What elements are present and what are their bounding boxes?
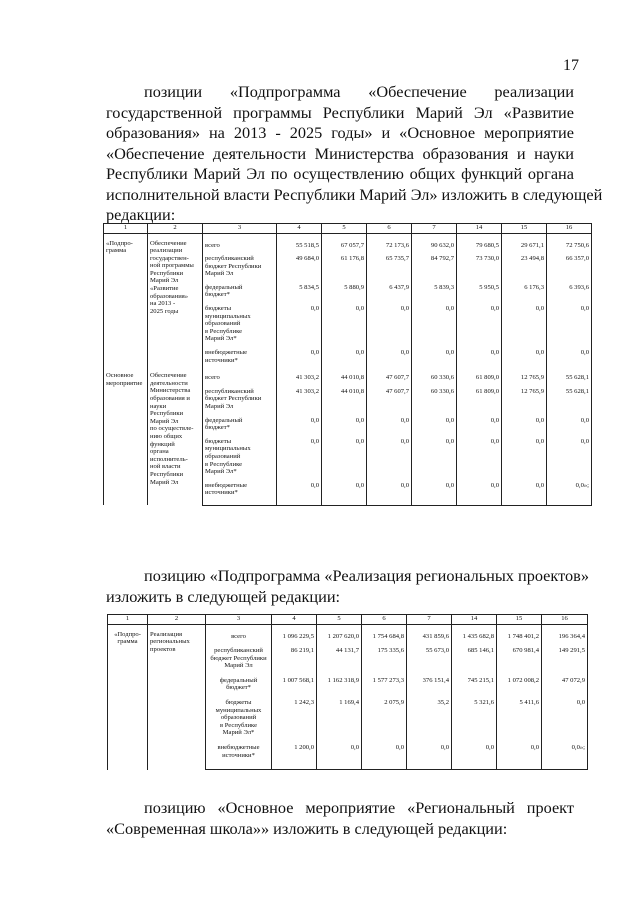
amount-cell: 47 607,7 [367, 382, 412, 411]
amount-cell: 0,0 [547, 411, 592, 432]
column-header: 2 [148, 615, 206, 625]
amount-cell: 61 176,8 [322, 249, 367, 278]
amount-cell: 61 809,0 [457, 382, 502, 411]
paragraph-line: редакции: [106, 205, 176, 224]
program-name-part: на 2013 - 2025 годы [150, 300, 179, 315]
amount-cell: 0,0 [322, 343, 367, 372]
amount-cell: 0,0 [547, 343, 592, 372]
amount-cell: 0,0 [317, 737, 362, 770]
amount-cell: 67 057,7 [322, 240, 367, 250]
program-name-part: по осуществле- нию общих функций органа исполнитель- ной власти Республики Марий Эл [150, 425, 194, 486]
amount-cell: 5 411,6 [497, 692, 542, 737]
amount-cell: 1 169,4 [317, 692, 362, 737]
amount-cell: 1 754 684,8 [362, 631, 407, 641]
amount-cell: 0,0 [502, 476, 547, 506]
amount-cell: 0,0 [457, 411, 502, 432]
program-type-cell: Основное мероприятие [104, 372, 148, 505]
amount-cell: 47 072,9 [542, 670, 588, 692]
funding-source-cell: республиканский бюджет Республики Марий Эл [206, 640, 272, 670]
amount-cell: 0,0 [412, 299, 457, 343]
amount-cell: 60 330,6 [412, 382, 457, 411]
funding-source-cell: всего [203, 240, 277, 250]
amount-cell: 0,0 [367, 476, 412, 506]
amount-cell: 0,0 [322, 476, 367, 506]
amount-cell: 1 207 620,0 [317, 631, 362, 641]
program-type-cell: «Подпро- грамма [104, 240, 148, 373]
column-header: 14 [452, 615, 497, 625]
amount-cell: 6 437,9 [367, 278, 412, 299]
column-header: 15 [497, 615, 542, 625]
paragraph-line: позицию «Подпрограмма «Реализация региональных проектов» [144, 566, 589, 585]
amount-cell: 0,0 [277, 476, 322, 506]
amount-cell: 5 321,6 [452, 692, 497, 737]
funding-source-cell: всего [203, 372, 277, 382]
column-header: 15 [502, 224, 547, 234]
amount-cell: 376 151,4 [407, 670, 452, 692]
amount-cell: 0,0 [322, 299, 367, 343]
column-header: 3 [203, 224, 277, 234]
amount-cell: 44 010,8 [322, 382, 367, 411]
amount-cell: 5 880,9 [322, 278, 367, 299]
amount-cell: 1 435 682,8 [452, 631, 497, 641]
column-header: 16 [547, 224, 592, 234]
amount-cell: 44 131,7 [317, 640, 362, 670]
amount-cell: 72 750,6 [547, 240, 592, 250]
amount-cell: 12 765,9 [502, 372, 547, 382]
amount-cell: 0,0 [502, 343, 547, 372]
amount-cell: 0,0 [412, 411, 457, 432]
table-row [108, 631, 588, 641]
amount-cell: 196 364,4 [542, 631, 588, 641]
funding-source-cell: федеральный бюджет* [206, 670, 272, 692]
amount-cell: 41 303,2 [277, 382, 322, 411]
amount-cell: 2 075,9 [362, 692, 407, 737]
paragraph-line: исполнительной власти Республики Марий Эл» изложить в следующей [106, 184, 603, 204]
amount-cell: 670 981,4 [497, 640, 542, 670]
amount-cell: 0,0 [277, 343, 322, 372]
amount-cell: 12 765,9 [502, 382, 547, 411]
funding-source-cell: внебюджетные источники* [203, 476, 277, 506]
amount-cell: 0,0 [542, 692, 588, 737]
amount-cell: 0,0 [502, 299, 547, 343]
paragraph-line: позиции «Подпрограмма «Обеспечение реализации [144, 82, 574, 101]
column-header: 4 [277, 224, 322, 234]
column-header: 5 [317, 615, 362, 625]
amount-cell: 73 730,0 [457, 249, 502, 278]
column-header: 3 [206, 615, 272, 625]
column-header: 14 [457, 224, 502, 234]
column-header: 2 [148, 224, 203, 234]
amount-cell: 79 680,5 [457, 240, 502, 250]
funding-source-cell: бюджеты муниципальных образований в Республике Марий Эл* [203, 299, 277, 343]
amount-cell: 55 673,0 [407, 640, 452, 670]
amount-cell: 1 748 401,2 [497, 631, 542, 641]
paragraph-line: «Современная школа»» изложить в следующей редакции: [106, 818, 508, 838]
amount-cell: 1 242,3 [272, 692, 317, 737]
column-header: 7 [407, 615, 452, 625]
amount-cell: 55 628,1 [547, 372, 592, 382]
table-header-row [108, 615, 588, 625]
table-row [104, 240, 592, 250]
paragraph-line: изложить в следующей редакции: [106, 586, 341, 606]
amount-cell: 0,0 [497, 737, 542, 770]
program-name-cell [148, 240, 203, 373]
paragraph-line: Республики Марий Эл по осуществлению общих функций органа [106, 164, 574, 183]
amount-cell: 44 010,8 [322, 372, 367, 382]
amount-cell: 175 335,6 [362, 640, 407, 670]
amount-cell: 0,0 [362, 737, 407, 770]
funding-source-cell: федеральный бюджет* [203, 411, 277, 432]
amount-cell: 0,0 [367, 411, 412, 432]
column-header: 6 [367, 224, 412, 234]
amount-cell: 49 684,0 [277, 249, 322, 278]
amount-cell: 1 072 008,2 [497, 670, 542, 692]
amount-cell: 84 792,7 [412, 249, 457, 278]
amount-cell: 72 173,6 [367, 240, 412, 250]
amount-cell: 90 632,0 [412, 240, 457, 250]
program-type-cell: «Подпро- грамма [108, 631, 148, 770]
paragraph-1 [106, 82, 603, 226]
column-header: 16 [542, 615, 588, 625]
amount-cell: 86 219,1 [272, 640, 317, 670]
amount-cell: 0,0 [407, 737, 452, 770]
amount-cell: 0,0 [277, 299, 322, 343]
amount-cell: 0,0 [322, 432, 367, 476]
amount-cell: 55 628,1 [547, 382, 592, 411]
budget-table-1 [103, 223, 592, 506]
paragraph-line: образования» на 2013 - 2025 годы» и «Основное мероприятие [106, 123, 574, 142]
amount-cell: 1 200,0 [272, 737, 317, 770]
program-name-part: Обеспечение реализации государствен- ной программы Республики Марий Эл «Развитие образования» [150, 239, 194, 300]
program-name-cell [148, 372, 203, 505]
program-name-cell: Реализация региональных проектов [148, 631, 206, 770]
amount-cell: 0,0 [412, 343, 457, 372]
amount-cell: 66 357,0 [547, 249, 592, 278]
column-header: 1 [108, 615, 148, 625]
amount-cell: 5 950,5 [457, 278, 502, 299]
program-name-part: Обеспечение деятельности Министерства образования и науки Республики Марий Эл [150, 372, 191, 425]
amount-cell: 61 809,0 [457, 372, 502, 382]
amount-cell: 1 096 229,5 [272, 631, 317, 641]
amount-cell: 0,0 [457, 432, 502, 476]
paragraph-line: государственной программы Республики Марий Эл «Развитие [106, 102, 574, 122]
amount-cell: 41 303,2 [277, 372, 322, 382]
budget-table-2 [107, 614, 588, 770]
amount-cell: 0,0 [277, 411, 322, 432]
amount-cell: 65 735,7 [367, 249, 412, 278]
amount-cell: 6 176,3 [502, 278, 547, 299]
amount-cell: 23 494,8 [502, 249, 547, 278]
funding-source-cell: республиканский бюджет Республики Марий Эл [203, 249, 277, 278]
column-header: 5 [322, 224, 367, 234]
funding-source-cell: бюджеты муниципальных образований в Республике Марий Эл* [206, 692, 272, 737]
funding-source-cell: внебюджетные источники* [203, 343, 277, 372]
table-row [104, 372, 592, 382]
amount-cell: 0,0 [412, 476, 457, 506]
amount-cell: 685 146,1 [452, 640, 497, 670]
amount-cell: 0,0»; [542, 737, 588, 770]
amount-cell: 0,0 [412, 432, 457, 476]
amount-cell: 0,0 [457, 476, 502, 506]
amount-cell: 0,0 [367, 299, 412, 343]
amount-cell: 1 577 273,3 [362, 670, 407, 692]
column-header: 6 [362, 615, 407, 625]
column-header: 7 [412, 224, 457, 234]
amount-cell: 0,0 [452, 737, 497, 770]
amount-cell: 0,0 [277, 432, 322, 476]
paragraph-line: «Обеспечение деятельности Министерства образования и науки [106, 143, 574, 163]
amount-cell: 5 839,3 [412, 278, 457, 299]
page-number: 17 [563, 57, 579, 74]
table-header-row [104, 224, 592, 234]
amount-cell: 1 162 318,9 [317, 670, 362, 692]
amount-cell: 0,0 [457, 299, 502, 343]
amount-cell: 0,0 [547, 432, 592, 476]
funding-source-cell: бюджеты муниципальных образований в Республике Марий Эл* [203, 432, 277, 476]
amount-cell: 149 291,5 [542, 640, 588, 670]
amount-cell: 0,0 [322, 411, 367, 432]
column-header: 1 [104, 224, 148, 234]
amount-cell: 0,0 [367, 343, 412, 372]
amount-cell: 0,0 [367, 432, 412, 476]
amount-cell: 0,0»; [547, 476, 592, 506]
column-header: 4 [272, 615, 317, 625]
amount-cell: 0,0 [502, 411, 547, 432]
funding-source-cell: всего [206, 631, 272, 641]
amount-cell: 0,0 [502, 432, 547, 476]
amount-cell: 55 518,5 [277, 240, 322, 250]
amount-cell: 60 330,6 [412, 372, 457, 382]
amount-cell: 29 671,1 [502, 240, 547, 250]
paragraph-2 [106, 566, 589, 607]
amount-cell: 47 607,7 [367, 372, 412, 382]
funding-source-cell: внебюджетные источники* [206, 737, 272, 770]
funding-source-cell: федеральный бюджет* [203, 278, 277, 299]
amount-cell: 745 215,1 [452, 670, 497, 692]
amount-cell: 0,0 [457, 343, 502, 372]
amount-cell: 35,2 [407, 692, 452, 737]
amount-cell: 431 859,6 [407, 631, 452, 641]
funding-source-cell: республиканский бюджет Республики Марий Эл [203, 382, 277, 411]
amount-cell: 1 007 568,1 [272, 670, 317, 692]
amount-cell: 5 834,5 [277, 278, 322, 299]
paragraph-3 [106, 798, 574, 839]
amount-cell: 6 393,6 [547, 278, 592, 299]
paragraph-line: позицию «Основное мероприятие «Региональный проект [144, 798, 574, 817]
amount-cell: 0,0 [547, 299, 592, 343]
